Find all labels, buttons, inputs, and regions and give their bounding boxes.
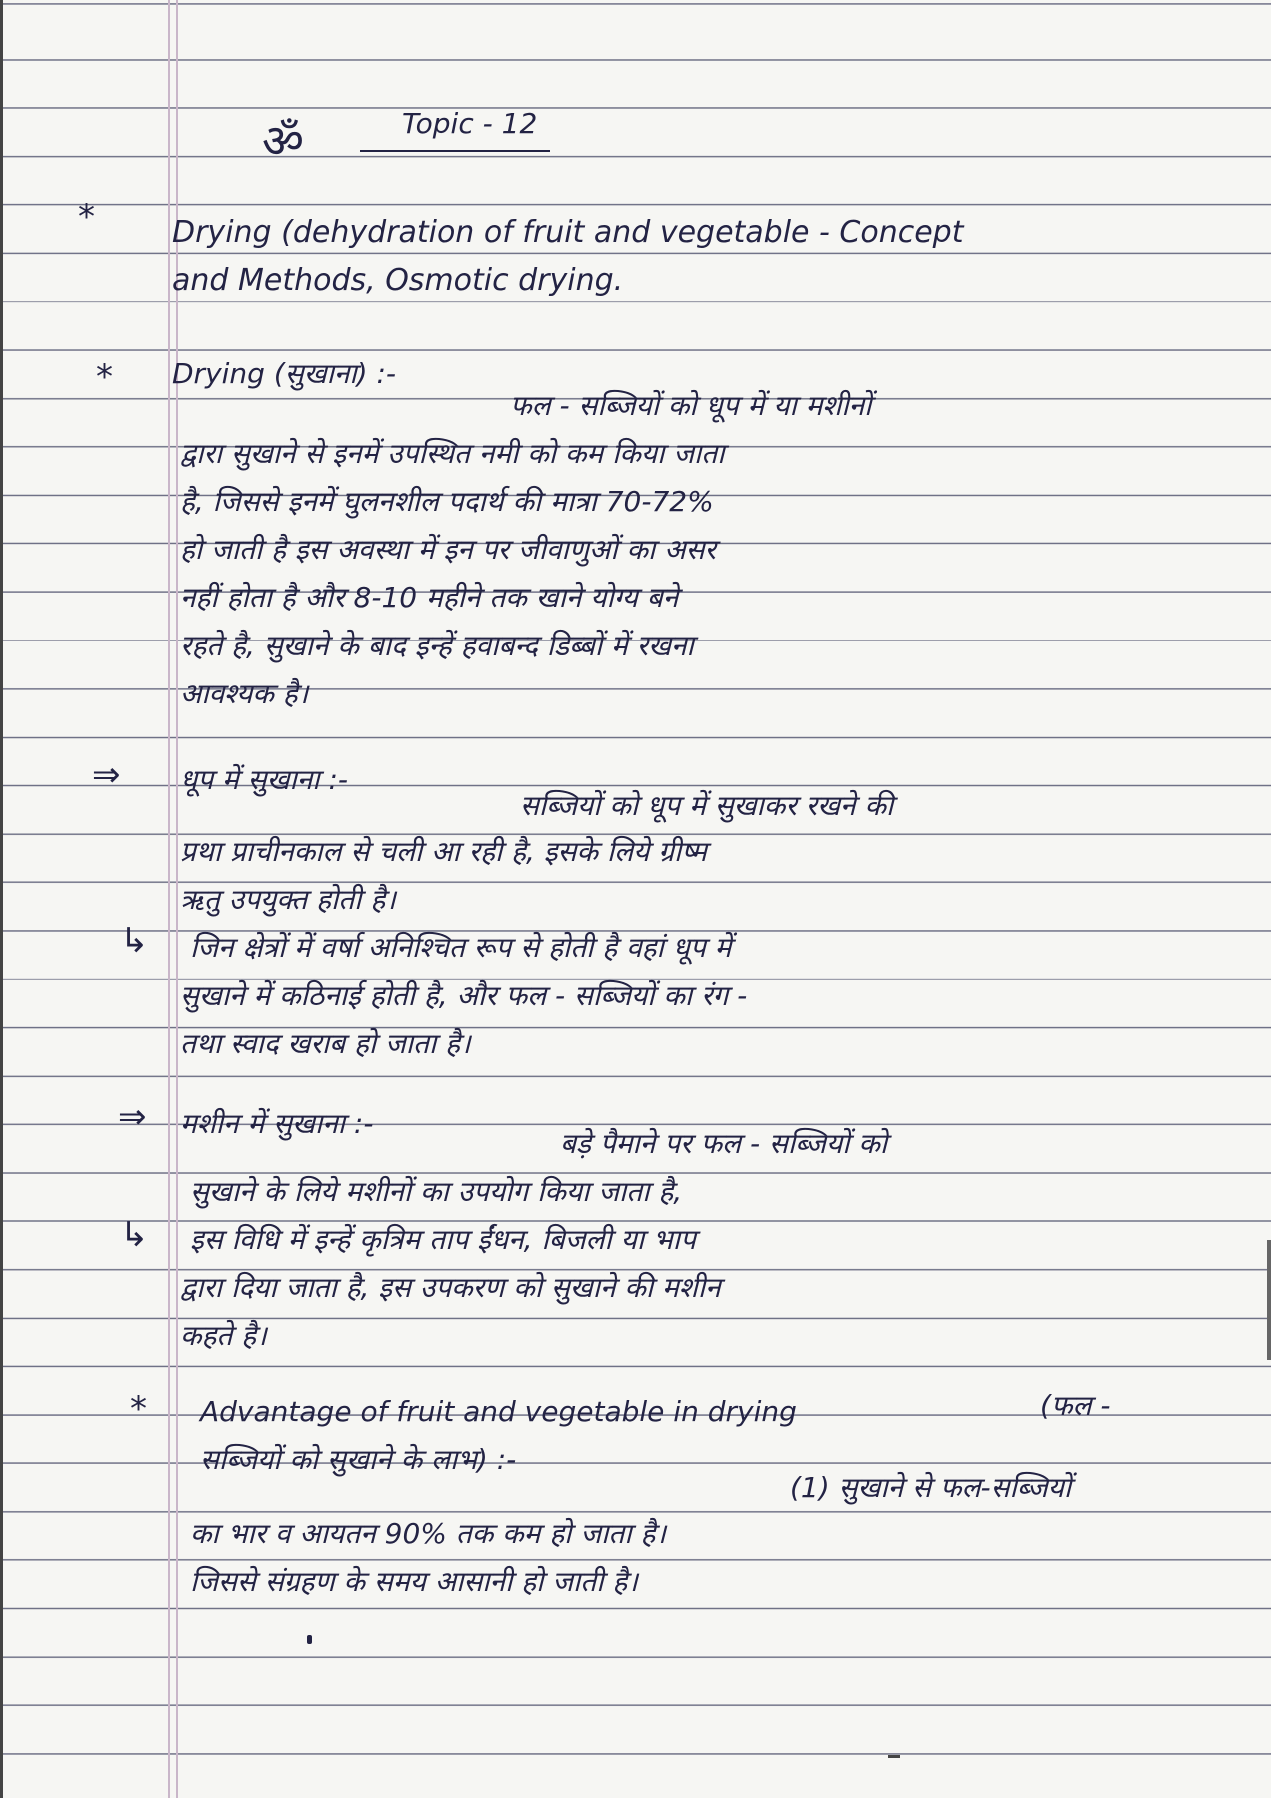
drying-line: द्वारा सुखाने से इनमें उपस्थित नमी को कम किया जाता (180, 437, 725, 470)
machine-drying-line: सुखाने के लिये मशीनों का उपयोग किया जाता है, (190, 1175, 683, 1208)
advantage-heading-hindi: (फल - (1040, 1389, 1111, 1422)
page-right-edge (1267, 1240, 1271, 1360)
machine-drying-subline: द्वारा दिया जाता है, इस उपकरण को सुखाने की मशीन (180, 1271, 721, 1304)
bullet-star: * (96, 357, 113, 397)
drying-line: आवश्यक है। (180, 677, 309, 710)
advantage-line: का भार व आयतन 90% तक कम हो जाता है। (190, 1517, 666, 1550)
sun-drying-subline: सुखाने में कठिनाई होती है, और फल - सब्जियों का रंग - (180, 979, 748, 1012)
sub-arrow: ↳ (120, 921, 149, 961)
ink-dot (307, 1635, 312, 1644)
bullet-star: * (78, 197, 95, 237)
machine-drying-subline: कहते है। (180, 1319, 267, 1352)
advantage-point-1: (1) सुखाने से फल-सब्जियों (790, 1471, 1072, 1504)
advantage-heading: Advantage of fruit and vegetable in drying (200, 1395, 797, 1428)
sun-drying-subline: जिन क्षेत्रों में वर्षा अनिश्चित रूप से होती है वहां धूप में (190, 931, 732, 964)
sun-drying-line: प्रथा प्राचीनकाल से चली आ रही है, इसके लिये ग्रीष्म (180, 835, 707, 868)
double-arrow: ⇒ (118, 1097, 147, 1137)
drying-line: नहीं होता है और 8-10 महीने तक खाने योग्य बने (180, 581, 679, 614)
drying-line: फल - सब्जियों को धूप में या मशीनों (510, 389, 872, 422)
om-symbol: ॐ (262, 114, 304, 168)
sun-drying-line: ऋतु उपयुक्त होती है। (180, 883, 396, 916)
sun-drying-line: सब्जियों को धूप में सुखाकर रखने की (520, 789, 894, 822)
margin-line-left (168, 0, 170, 1798)
drying-heading: Drying (सुखाना) :- (172, 357, 397, 390)
sun-drying-subline: तथा स्वाद खराब हो जाता है। (180, 1027, 471, 1060)
machine-drying-line: बड़े पैमाने पर फल - सब्जियों को (560, 1127, 888, 1160)
topic-line-1: Drying (dehydration of fruit and vegetable - Concept (172, 215, 964, 250)
page-left-edge (0, 0, 3, 1798)
topic-underline (360, 150, 550, 152)
sub-arrow: ↳ (120, 1215, 149, 1255)
drying-line: रहते है, सुखाने के बाद इन्हें हवाबन्द डिब्बों में रखना (180, 629, 694, 662)
advantage-line: जिससे संग्रहण के समय आसानी हो जाती है। (190, 1565, 638, 1598)
machine-drying-heading: मशीन में सुखाना :- (180, 1107, 374, 1140)
drying-line: है, जिससे इनमें घुलनशील पदार्थ की मात्रा 70-72% (180, 485, 714, 518)
machine-drying-subline: इस विधि में इन्हें कृत्रिम ताप ईंधन, बिजली या भाप (190, 1223, 696, 1256)
advantage-line-2: सब्जियों को सुखाने के लाभ) :- (200, 1443, 517, 1476)
topic-title: Topic - 12 (402, 107, 538, 140)
topic-line-2: and Methods, Osmotic drying. (172, 263, 624, 298)
bullet-star: * (130, 1389, 147, 1429)
double-arrow: ⇒ (92, 755, 121, 795)
drying-line: हो जाती है इस अवस्था में इन पर जीवाणुओं का असर (180, 533, 716, 566)
sun-drying-heading: धूप में सुखाना :- (180, 763, 348, 796)
ink-mark (888, 1755, 900, 1758)
